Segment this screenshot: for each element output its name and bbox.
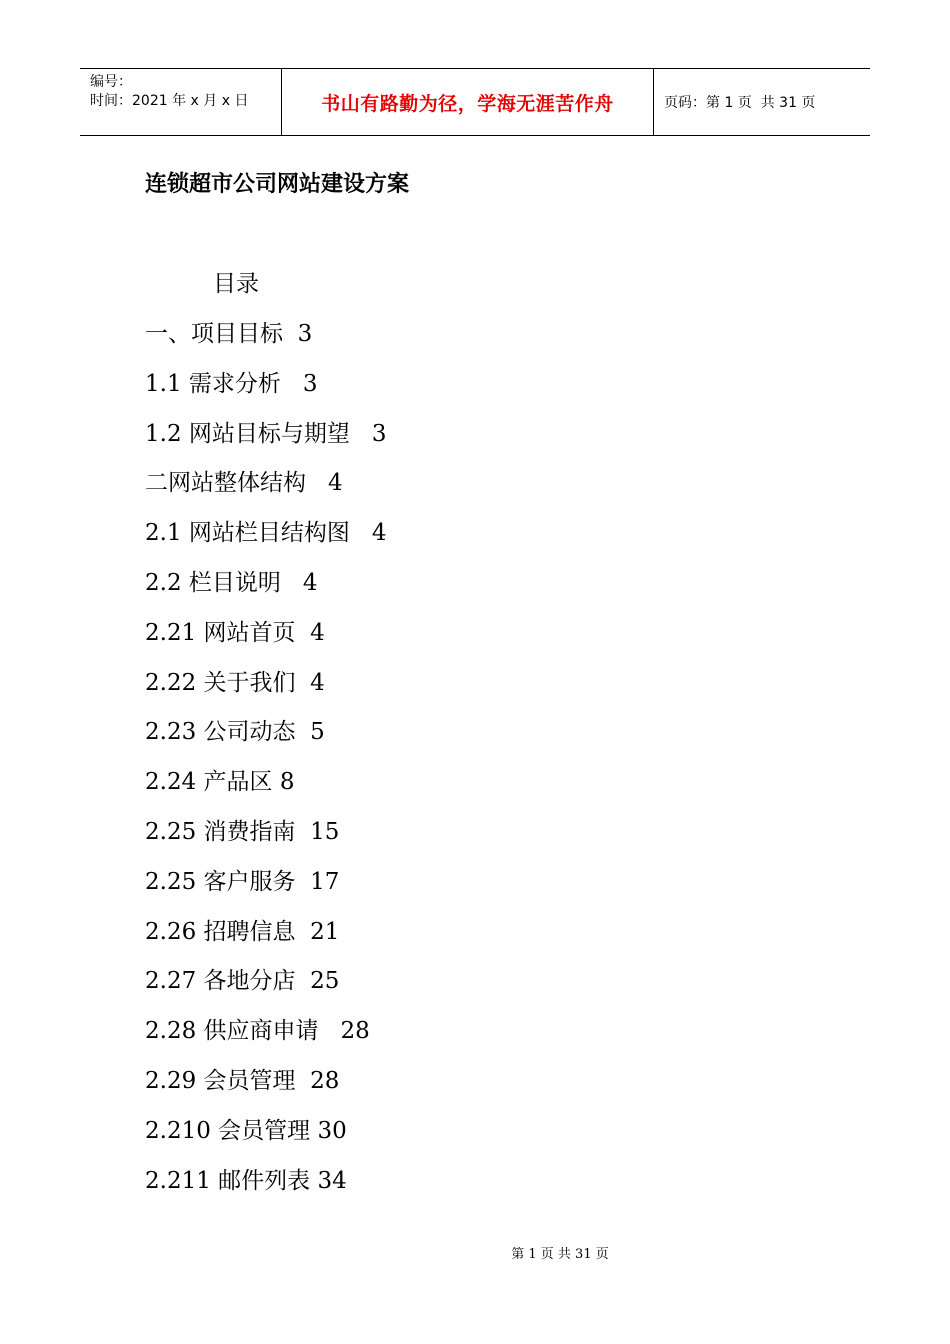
toc-entry[interactable]: [145, 914, 386, 964]
toc-entry[interactable]: [145, 316, 386, 366]
toc-entry[interactable]: [145, 1163, 386, 1213]
toc-entry-page: 4: [327, 470, 343, 497]
toc-entry-text: 2.21 网站首页: [145, 619, 296, 646]
page-footer: [0, 1246, 950, 1264]
toc-entry-text: 1.2 网站目标与期望: [145, 420, 350, 447]
toc-entry[interactable]: [145, 515, 386, 565]
document-title: 连锁超市公司网站建设方案: [145, 172, 410, 197]
toc-entry[interactable]: [145, 864, 386, 914]
toc-entry[interactable]: [145, 416, 386, 466]
toc-entry-text: 2.23 公司动态: [145, 719, 296, 746]
page-header: [80, 68, 870, 136]
toc-entry-text: 2.27 各地分店: [145, 968, 296, 995]
table-of-contents: [145, 316, 386, 1212]
toc-entry[interactable]: [145, 714, 386, 764]
toc-entry[interactable]: [145, 963, 386, 1013]
toc-entry-text: 2.26 招聘信息: [145, 918, 296, 945]
toc-entry[interactable]: [145, 1063, 386, 1113]
toc-entry-text: 2.28 供应商申请: [145, 1018, 319, 1045]
toc-entry-page: 8: [279, 769, 295, 796]
toc-entry-text: 2.24 产品区: [145, 769, 273, 796]
motto-text: 书山有路勤为径，学海无涯苦作舟: [321, 92, 614, 115]
toc-entry-page: 30: [317, 1117, 347, 1144]
toc-entry-text: 2.210 会员管理: [145, 1117, 311, 1144]
toc-entry-page: 25: [310, 968, 340, 995]
toc-entry-text: 2.211 邮件列表: [145, 1167, 311, 1194]
header-meta: [80, 69, 281, 135]
toc-entry-page: 15: [310, 818, 340, 845]
toc-entry-text: 2.25 客户服务: [145, 868, 296, 895]
number-label: 编号：: [90, 74, 132, 90]
toc-entry-page: 17: [310, 868, 340, 895]
toc-entry-text: 1.1 需求分析: [145, 370, 281, 397]
toc-entry-text: 二网站整体结构: [145, 470, 306, 497]
toc-entry-text: 2.22 关于我们: [145, 669, 296, 696]
page-info-text: 页码：第 1 页 共 31 页: [664, 95, 816, 111]
toc-entry-page: 3: [371, 420, 387, 447]
toc-entry[interactable]: [145, 615, 386, 665]
toc-entry-page: 4: [310, 619, 325, 646]
toc-entry-page: 4: [371, 520, 387, 547]
toc-entry-page: 5: [310, 719, 325, 746]
footer-page-text: 第 1 页 共 31 页: [511, 1247, 609, 1262]
header-motto: [281, 69, 654, 135]
toc-entry[interactable]: [145, 814, 386, 864]
toc-entry-text: 2.2 栏目说明: [145, 569, 281, 596]
toc-entry-text: 2.29 会员管理: [145, 1067, 296, 1094]
toc-entry-page: 28: [310, 1067, 340, 1094]
toc-entry-page: 4: [310, 669, 325, 696]
toc-entry[interactable]: [145, 1013, 386, 1063]
header-page-info: [654, 69, 870, 135]
toc-entry[interactable]: [145, 565, 386, 615]
toc-entry-page: 4: [302, 569, 318, 596]
toc-entry-page: 28: [340, 1018, 370, 1045]
toc-entry-page: 21: [310, 918, 340, 945]
toc-entry-page: 34: [317, 1167, 347, 1194]
toc-heading: 目录: [213, 271, 259, 297]
toc-entry-text: 2.25 消费指南: [145, 818, 296, 845]
toc-entry[interactable]: [145, 665, 386, 715]
toc-entry[interactable]: [145, 465, 386, 515]
toc-entry[interactable]: [145, 366, 386, 416]
toc-entry-text: 一、项目目标: [145, 321, 283, 347]
toc-entry-page: 3: [302, 370, 318, 397]
toc-entry[interactable]: [145, 764, 386, 814]
date-label: 时间：2021 年 x 月 x 日: [90, 93, 249, 109]
toc-entry-text: 2.1 网站栏目结构图: [145, 520, 350, 547]
toc-entry[interactable]: [145, 1113, 386, 1163]
toc-entry-page: 3: [297, 321, 313, 347]
